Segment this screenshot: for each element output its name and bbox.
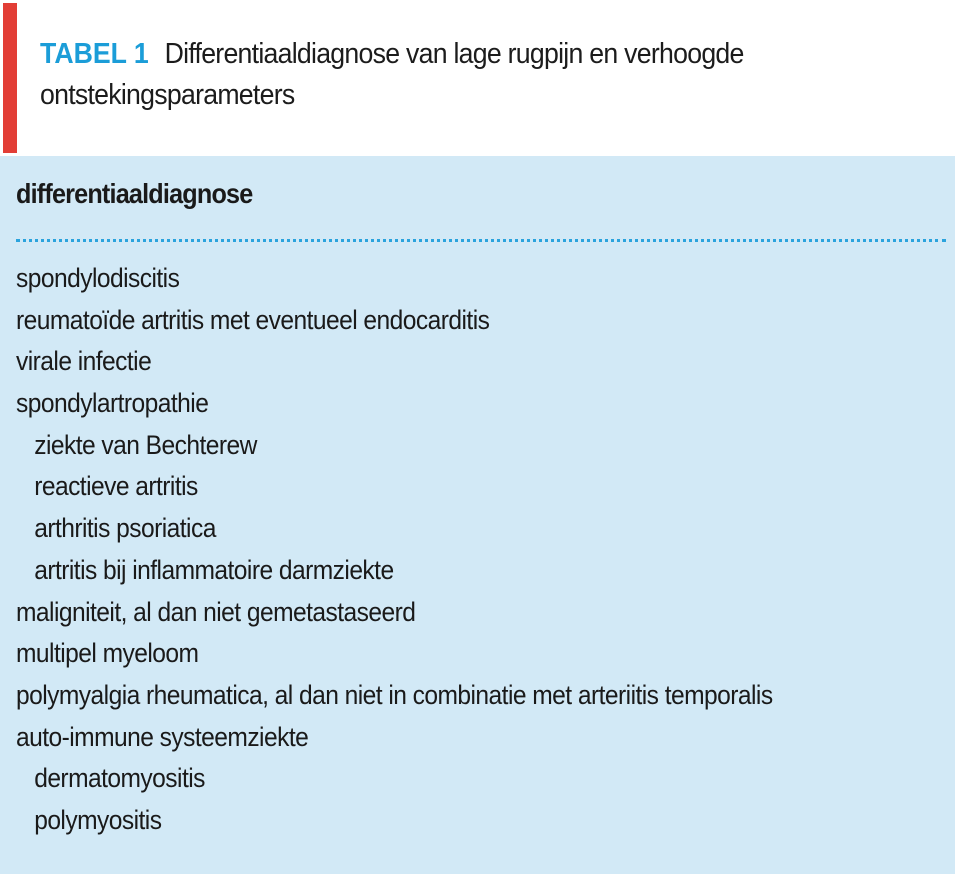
table-row: dermatomyositis: [34, 763, 205, 794]
table-row: spondylodiscitis: [16, 263, 180, 293]
dotted-divider: [16, 239, 946, 242]
table-title: Differentiaaldiagnose van lage rugpijn en verhoogde ontstekingsparameters: [40, 38, 744, 111]
table-row: multipel myeloom: [16, 638, 199, 669]
table-row: arthritis psoriatica: [34, 513, 216, 544]
table-panel: [0, 156, 955, 874]
table-row: reumatoïde artritis met eventueel endocarditis: [16, 304, 490, 335]
table-caption: [40, 34, 868, 116]
table-row: polymyalgia rheumatica, al dan niet in combinatie met arteriitis temporalis: [16, 679, 773, 710]
diagnosis-list: [16, 258, 847, 842]
table-row: auto-immune systeemziekte: [16, 721, 309, 752]
table-row: ziekte van Bechterew: [34, 429, 257, 460]
table-caption-block: [0, 0, 959, 156]
table-row: virale infectie: [16, 346, 152, 377]
table-row: polymyositis: [34, 804, 162, 835]
column-header: differentiaaldiagnose: [16, 178, 253, 209]
table-row: maligniteit, al dan niet gemetastaseerd: [16, 596, 416, 627]
table-label: TABEL 1: [40, 38, 149, 70]
table-row: spondylartropathie: [16, 388, 209, 419]
accent-bar: [3, 3, 17, 153]
table-row: artritis bij inflammatoire darmziekte: [34, 554, 394, 585]
table-row: reactieve artritis: [34, 471, 198, 502]
